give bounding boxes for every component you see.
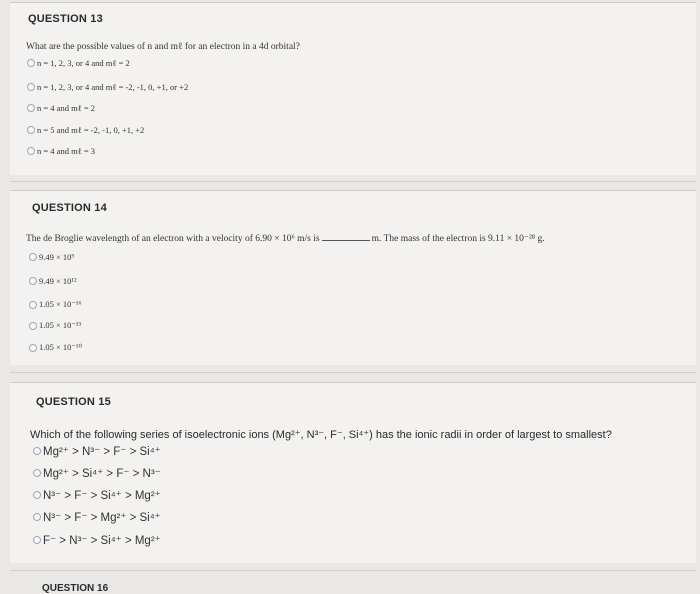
radio-button[interactable] xyxy=(33,536,41,544)
question-15-heading: QUESTION 15 xyxy=(36,396,111,408)
q14-option-4[interactable] xyxy=(29,320,81,331)
q15-option-4-label: N³⁻ > F⁻ > Mg²⁺ > Si⁴⁺ xyxy=(43,512,161,524)
q14-option-5[interactable] xyxy=(29,342,82,353)
q15-option-2[interactable] xyxy=(33,466,161,480)
q14-option-4-label: 1.05 × 10⁻¹³ xyxy=(39,320,82,330)
question-14-prompt xyxy=(26,232,545,244)
answer-blank xyxy=(322,232,370,241)
radio-button[interactable] xyxy=(27,83,35,91)
q14-option-2-label: 9.49 × 10¹² xyxy=(39,276,77,286)
q13-option-3-label: n = 4 and mℓ = 2 xyxy=(37,103,96,113)
q14-option-3[interactable] xyxy=(29,299,81,310)
radio-button[interactable] xyxy=(33,491,41,499)
question-13-prompt: What are the possible values of n and mℓ for an electron in a 4d orbital? xyxy=(26,42,300,52)
q14-option-5-label: 1.05 × 10⁻¹⁰ xyxy=(39,342,82,352)
question-16-heading: QUESTION 16 xyxy=(42,583,109,594)
radio-button[interactable] xyxy=(29,322,37,330)
divider xyxy=(10,181,696,182)
q13-option-2-label: n = 1, 2, 3, or 4 and mℓ = -2, -1, 0, +1, or +2 xyxy=(37,82,189,92)
q15-option-3[interactable] xyxy=(33,488,161,502)
radio-button[interactable] xyxy=(29,277,37,285)
q13-option-5-label: n = 4 and mℓ = 3 xyxy=(37,146,96,156)
radio-button[interactable] xyxy=(29,301,37,309)
q14-option-3-label: 1.05 × 10⁻¹⁶ xyxy=(39,299,82,309)
q15-option-1[interactable] xyxy=(33,444,161,458)
q13-option-5[interactable] xyxy=(27,146,95,156)
q14-option-1[interactable] xyxy=(29,252,74,262)
q15-option-1-label: Mg²⁺ > N³⁻ > F⁻ > Si⁴⁺ xyxy=(43,446,161,458)
divider xyxy=(10,570,696,571)
radio-button[interactable] xyxy=(27,147,35,155)
q13-option-3[interactable] xyxy=(27,103,95,113)
question-14-prompt-start: The de Broglie wavelength of an electron with a velocity of 6.90 × 10⁶ m/s is xyxy=(26,234,320,244)
radio-button[interactable] xyxy=(27,104,35,112)
q15-option-5[interactable] xyxy=(33,533,161,547)
q15-option-2-label: Mg²⁺ > Si⁴⁺ > F⁻ > N³⁻ xyxy=(43,468,161,480)
q13-option-4-label: n = 5 and mℓ = -2, -1, 0, +1, +2 xyxy=(37,125,145,135)
q15-option-5-label: F⁻ > N³⁻ > Si⁴⁺ > Mg²⁺ xyxy=(43,535,161,547)
radio-button[interactable] xyxy=(27,59,35,67)
question-14-panel xyxy=(10,190,696,365)
q13-option-1-label: n = 1, 2, 3, or 4 and mℓ = 2 xyxy=(37,58,130,68)
radio-button[interactable] xyxy=(27,126,35,134)
question-14-prompt-end: m. The mass of the electron is 9.11 × 10⁻²⁸ g. xyxy=(371,234,545,244)
radio-button[interactable] xyxy=(33,469,41,477)
q13-option-2[interactable] xyxy=(27,82,188,92)
q15-option-4[interactable] xyxy=(33,510,161,524)
radio-button[interactable] xyxy=(33,513,41,521)
q13-option-4[interactable] xyxy=(27,125,144,135)
q14-option-2[interactable] xyxy=(29,276,77,286)
q14-option-1-label: 9.49 × 10⁹ xyxy=(39,252,75,262)
divider xyxy=(10,372,696,373)
q13-option-1[interactable] xyxy=(27,58,130,68)
question-15-prompt: Which of the following series of isoelectronic ions (Mg²⁺, N³⁻, F⁻, Si⁴⁺) has the ionic radii in order of largest to smallest? xyxy=(30,429,612,441)
q15-option-3-label: N³⁻ > F⁻ > Si⁴⁺ > Mg²⁺ xyxy=(43,490,161,502)
radio-button[interactable] xyxy=(29,344,37,352)
question-13-heading: QUESTION 13 xyxy=(28,13,103,25)
radio-button[interactable] xyxy=(29,253,37,261)
radio-button[interactable] xyxy=(33,447,41,455)
question-14-heading: QUESTION 14 xyxy=(32,202,107,214)
